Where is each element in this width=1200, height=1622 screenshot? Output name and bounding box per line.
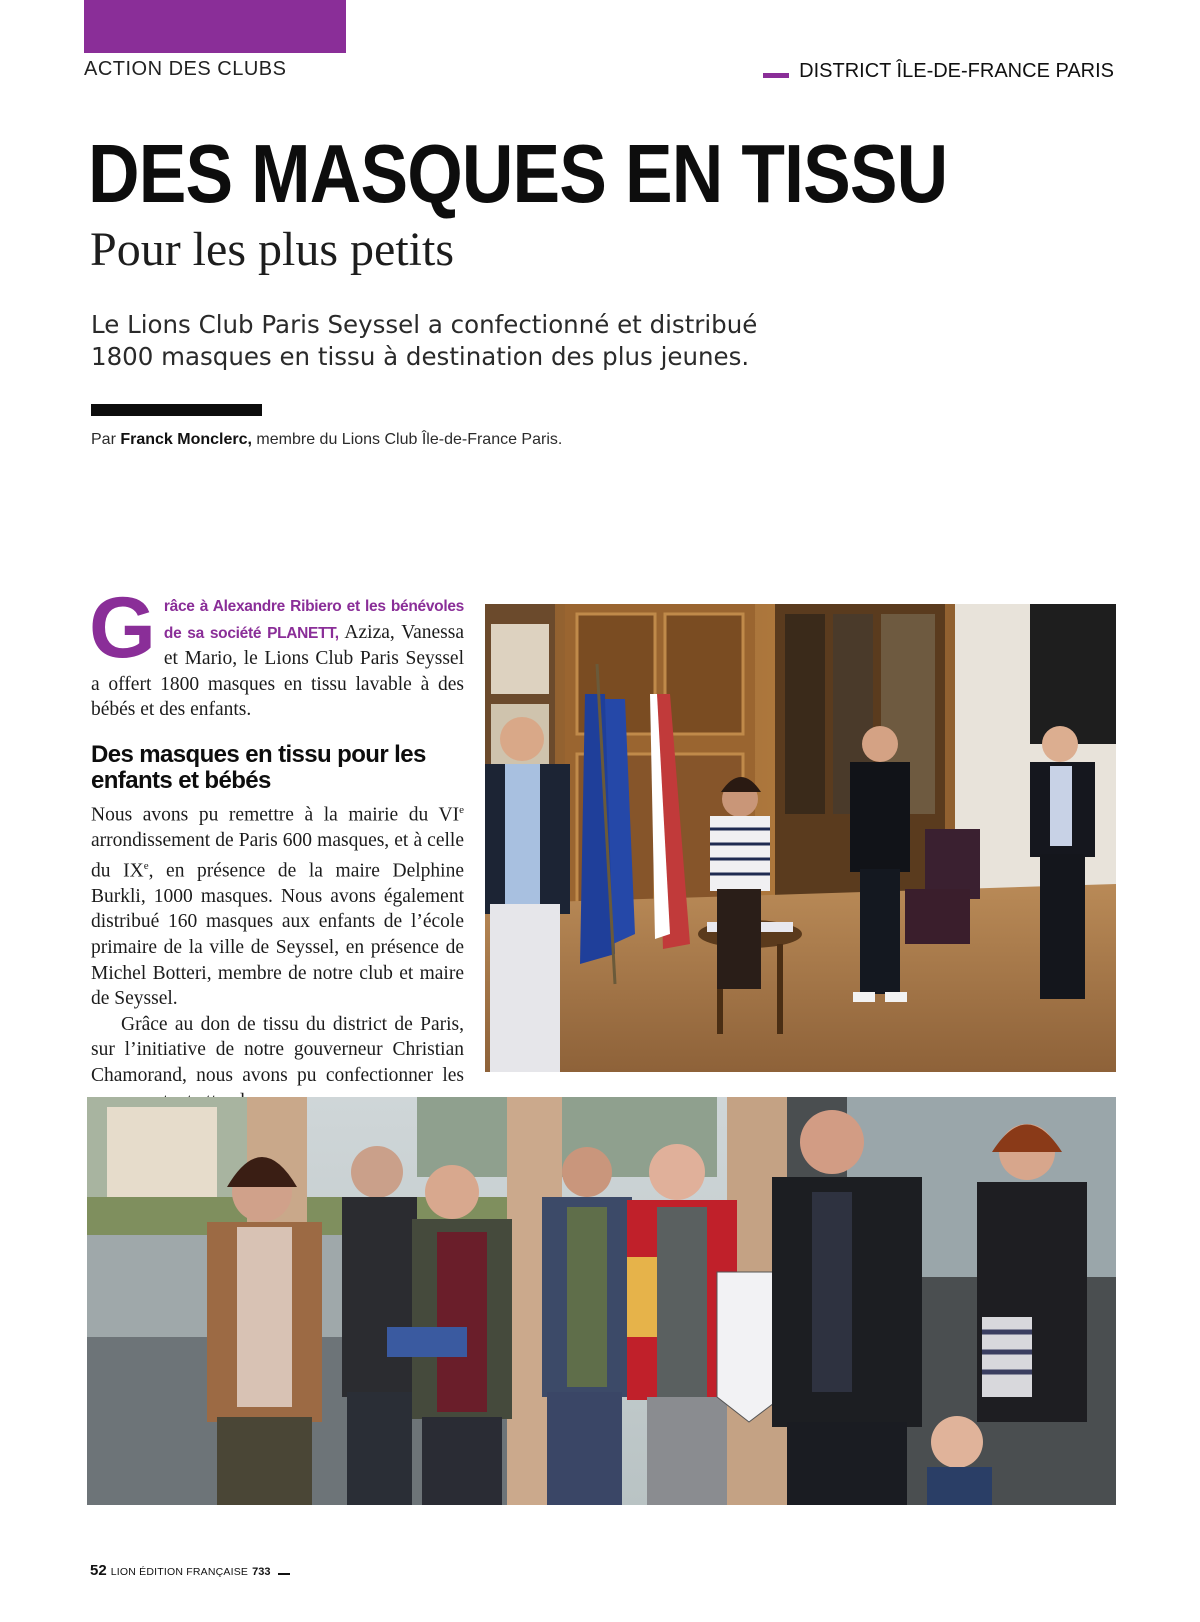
lead-in: râce à Alexandre Ribiero et les bénévoles de sa société PLANETT, xyxy=(163,598,464,642)
top-accent-bar xyxy=(84,0,346,53)
article-body xyxy=(89,580,465,1114)
para1-text-c: , en présence de la maire Delphine Burkli, 1000 masques. Nous avons également distribué 160 masques aux enfants de l’école primaire de la ville de Seyssel, en présence de Michel Botteri, membre de notre club et maire de Seyssel. xyxy=(91,860,465,1010)
photo-mairie-ceremony xyxy=(485,604,1116,1072)
body-paragraph-1 xyxy=(91,798,464,1012)
district-label xyxy=(763,60,1114,83)
page-title: DES MASQUES EN TISSU xyxy=(88,127,948,220)
byline-author: Franck Monclerc, xyxy=(120,431,252,448)
page-footer xyxy=(90,1562,290,1579)
byline xyxy=(91,431,562,449)
subheading: Des masques en tissu pour les enfants et bébés xyxy=(91,740,426,794)
subtitle: Pour les plus petits xyxy=(90,223,455,276)
byline-prefix: Par xyxy=(91,431,116,448)
para1-sup-2: e xyxy=(143,859,149,872)
drop-cap: G xyxy=(89,580,156,676)
intro-paragraph xyxy=(89,580,465,723)
lead-paragraph: Le Lions Club Paris Seyssel a confectionné et distribué 1800 masques en tissu à destination des plus jeunes. xyxy=(91,310,758,371)
para2-text: Grâce au don de tissu du district de Paris, sur l’initiative de notre gouverneur Christian Chamorand, nous avons pu confectionner les xyxy=(91,1013,464,1086)
district-text: DISTRICT ÎLE-DE-FRANCE PARIS xyxy=(799,60,1114,82)
para1-sup-1: e xyxy=(459,803,464,816)
footer-dash xyxy=(278,1573,290,1575)
para1-text-a: Nous avons pu remettre à la mairie du VI xyxy=(91,804,460,826)
intro-text: Aziza, Vanessa et Mario, le Lions Club Paris Seyssel a offert 1800 masques en tissu lavable à des bébés et des enfants. xyxy=(91,621,465,721)
byline-role: membre du Lions Club Île-de-France Paris. xyxy=(256,431,563,448)
photo-seyssel-group xyxy=(87,1097,1116,1505)
para1-text-b: arrondissement de Paris 600 masques, et à celle du IX xyxy=(91,830,464,882)
lead-rule xyxy=(91,404,262,416)
page-number: 52 xyxy=(90,1562,107,1579)
district-dash xyxy=(763,73,789,78)
section-label: ACTION DES CLUBS xyxy=(84,58,287,80)
issue-number: 733 xyxy=(252,1566,271,1578)
magazine-name: LION ÉDITION FRANÇAISE xyxy=(110,1566,249,1578)
